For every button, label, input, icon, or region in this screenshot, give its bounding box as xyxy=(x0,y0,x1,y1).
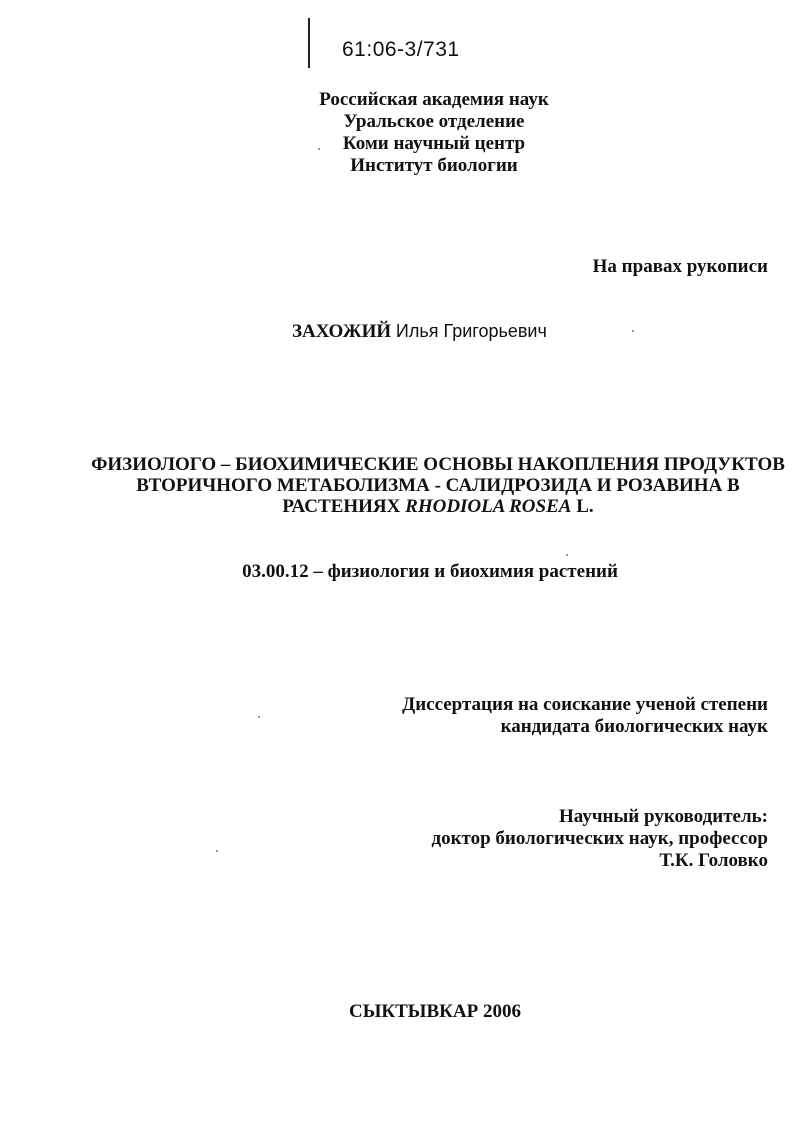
title-line-1: ФИЗИОЛОГО – БИОХИМИЧЕСКИЕ ОСНОВЫ НАКОПЛЕНИЯ ПРОДУКТОВ xyxy=(91,454,785,475)
title-line-2: ВТОРИЧНОГО МЕТАБОЛИЗМА - САЛИДРОЗИДА И РОЗАВИНА В xyxy=(136,475,740,496)
rights-note: На правах рукописи xyxy=(592,256,768,277)
scan-speck xyxy=(216,850,218,852)
title-line-3-suffix: L. xyxy=(571,496,594,517)
specialty-code: 03.00.12 – физиология и биохимия растений xyxy=(242,561,618,582)
author-name xyxy=(292,321,547,343)
advisor-name: Т.К. Головко xyxy=(659,850,768,871)
institution-line: Уральское отделение xyxy=(343,111,525,132)
scan-speck xyxy=(258,716,260,718)
degree-line: Диссертация на соискание ученой степени xyxy=(402,694,768,715)
species-name: RHODIOLA ROSEA xyxy=(405,496,572,517)
title-line-3-prefix: РАСТЕНИЯХ xyxy=(282,496,406,517)
archive-code: 61:06-3/731 xyxy=(342,38,460,61)
author-surname: ЗАХОЖИЙ xyxy=(292,321,392,342)
scan-speck xyxy=(632,330,634,332)
institution-line: Коми научный центр xyxy=(342,133,526,154)
institution-line: Российская академия наук xyxy=(319,89,549,110)
author-given-names: Илья Григорьевич xyxy=(395,321,547,341)
degree-statement xyxy=(402,694,768,738)
title-line-3 xyxy=(80,496,796,517)
scan-speck xyxy=(566,554,568,556)
dissertation-title xyxy=(80,454,796,517)
advisor-block xyxy=(431,806,768,872)
city-year: СЫКТЫВКАР 2006 xyxy=(348,1001,521,1022)
advisor-rank: доктор биологических наук, профессор xyxy=(431,828,768,849)
advisor-label: Научный руководитель: xyxy=(559,806,768,827)
institution-block xyxy=(230,89,638,177)
scan-speck xyxy=(318,148,320,150)
archive-margin-line xyxy=(308,18,310,68)
institution-line: Институт биологии xyxy=(350,155,518,176)
degree-line: кандидата биологических наук xyxy=(500,716,768,737)
